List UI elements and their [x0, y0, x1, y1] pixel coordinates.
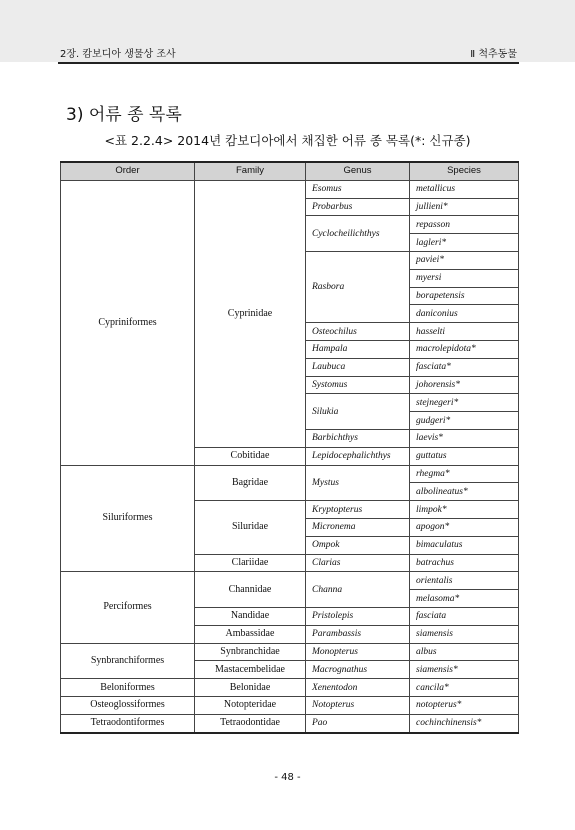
species-cell: rhegma*	[410, 465, 519, 483]
column-header-species: Species	[410, 162, 519, 180]
species-cell: orientalis	[410, 572, 519, 590]
genus-cell: Parambassis	[306, 625, 410, 643]
genus-cell: Micronema	[306, 518, 410, 536]
species-cell: paviei*	[410, 251, 519, 269]
species-cell: melasoma*	[410, 590, 519, 608]
table-body	[61, 180, 519, 732]
table-row	[61, 572, 519, 590]
species-cell: cochinchinensis*	[410, 714, 519, 732]
genus-cell: Cyclocheilichthys	[306, 216, 410, 252]
species-cell: batrachus	[410, 554, 519, 572]
species-cell: siamensis*	[410, 661, 519, 679]
genus-cell: Ompok	[306, 536, 410, 554]
species-cell: daniconius	[410, 305, 519, 323]
order-cell: Perciformes	[61, 572, 195, 643]
family-cell: Cobitidae	[195, 447, 306, 465]
family-cell: Bagridae	[195, 465, 306, 501]
genus-cell: Macrognathus	[306, 661, 410, 679]
family-cell: Ambassidae	[195, 625, 306, 643]
species-cell: albolineatus*	[410, 483, 519, 501]
species-cell: repasson	[410, 216, 519, 234]
order-cell: Synbranchiformes	[61, 643, 195, 679]
table-row	[61, 696, 519, 714]
order-cell: Siluriformes	[61, 465, 195, 572]
page-header	[0, 0, 575, 62]
table-caption: <표 2.2.4> 2014년 캄보디아에서 채집한 어류 종 목록(*: 신규종)	[104, 133, 471, 148]
family-cell: Nandidae	[195, 607, 306, 625]
species-cell: fasciata*	[410, 358, 519, 376]
genus-cell: Laubuca	[306, 358, 410, 376]
order-cell: Cypriniformes	[61, 180, 195, 465]
genus-cell: Lepidocephalichthys	[306, 447, 410, 465]
column-header-family: Family	[195, 162, 306, 180]
species-cell: johorensis*	[410, 376, 519, 394]
species-cell: metallicus	[410, 180, 519, 198]
species-cell: jullieni*	[410, 198, 519, 216]
page-number: - 48 -	[274, 772, 301, 783]
genus-cell: Osteochilus	[306, 323, 410, 341]
species-cell: limpok*	[410, 501, 519, 519]
genus-cell: Pao	[306, 714, 410, 732]
species-cell: myersi	[410, 269, 519, 287]
column-header-genus: Genus	[306, 162, 410, 180]
genus-cell: Silukia	[306, 394, 410, 430]
genus-cell: Hampala	[306, 340, 410, 358]
genus-cell: Xenentodon	[306, 679, 410, 697]
species-cell: macrolepidota*	[410, 340, 519, 358]
family-cell: Siluridae	[195, 501, 306, 554]
genus-cell: Channa	[306, 572, 410, 608]
species-cell: apogon*	[410, 518, 519, 536]
order-cell: Osteoglossiformes	[61, 696, 195, 714]
genus-cell: Rasbora	[306, 251, 410, 322]
table-row	[61, 180, 519, 198]
species-cell: bimaculatus	[410, 536, 519, 554]
table-row	[61, 679, 519, 697]
family-cell: Clariidae	[195, 554, 306, 572]
species-cell: stejnegeri*	[410, 394, 519, 412]
genus-cell: Mystus	[306, 465, 410, 501]
genus-cell: Systomus	[306, 376, 410, 394]
table-header-row	[61, 162, 519, 180]
genus-cell: Esomus	[306, 180, 410, 198]
genus-cell: Clarias	[306, 554, 410, 572]
genus-cell: Probarbus	[306, 198, 410, 216]
family-cell: Tetraodontidae	[195, 714, 306, 732]
family-cell: Belonidae	[195, 679, 306, 697]
table-row	[61, 714, 519, 732]
table-row	[61, 465, 519, 483]
header-rule	[58, 62, 519, 64]
genus-cell: Monopterus	[306, 643, 410, 661]
species-cell: laevis*	[410, 429, 519, 447]
family-cell: Channidae	[195, 572, 306, 608]
order-cell: Tetraodontiformes	[61, 714, 195, 732]
family-cell: Synbranchidae	[195, 643, 306, 661]
order-cell: Beloniformes	[61, 679, 195, 697]
header-part: Ⅱ 척추동물	[470, 49, 517, 60]
section-title: 3) 어류 종 목록	[66, 105, 182, 125]
species-cell: albus	[410, 643, 519, 661]
genus-cell: Notopterus	[306, 696, 410, 714]
species-cell: lagleri*	[410, 234, 519, 252]
genus-cell: Pristolepis	[306, 607, 410, 625]
species-cell: gudgeri*	[410, 412, 519, 430]
genus-cell: Kryptopterus	[306, 501, 410, 519]
species-cell: guttatus	[410, 447, 519, 465]
species-cell: hasselti	[410, 323, 519, 341]
column-header-order: Order	[61, 162, 195, 180]
species-cell: cancila*	[410, 679, 519, 697]
table-row	[61, 643, 519, 661]
species-cell: fasciata	[410, 607, 519, 625]
species-table	[60, 161, 519, 734]
species-cell: notopterus*	[410, 696, 519, 714]
genus-cell: Barbichthys	[306, 429, 410, 447]
family-cell: Cyprinidae	[195, 180, 306, 447]
species-cell: siamensis	[410, 625, 519, 643]
header-chapter: 2장. 캄보디아 생물상 조사	[60, 49, 176, 60]
species-cell: borapetensis	[410, 287, 519, 305]
family-cell: Notopteridae	[195, 696, 306, 714]
family-cell: Mastacembelidae	[195, 661, 306, 679]
